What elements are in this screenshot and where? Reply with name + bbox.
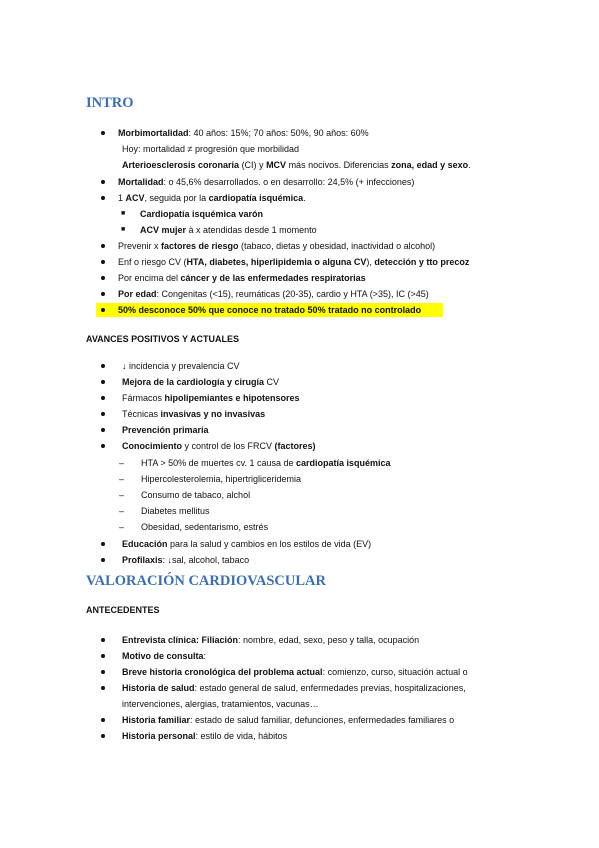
intro-line-11: Por edad: Congenitas (<15), reumáticas (20-35), cardio y HTA (>35), IC (>45) — [118, 289, 429, 299]
intro-line-5: 1 ACV, seguida por la cardiopatía isquémica. — [118, 193, 306, 203]
bullet-dot — [101, 131, 105, 135]
bullet-dot — [101, 542, 105, 546]
sub-bullet-square: ■ — [121, 210, 126, 217]
bullet-dot — [101, 718, 105, 722]
avances-sub-4: Diabetes mellitus — [141, 506, 210, 516]
sub-bullet-square: ■ — [121, 226, 126, 233]
avances-sub-2: Hipercolesterolemia, hipertrigliceridemia — [141, 474, 302, 484]
bullet-dot — [101, 686, 105, 690]
avances-sub-1: HTA > 50% de muertes cv. 1 causa de cardiopatía isquémica — [141, 458, 391, 468]
bullet-dot — [101, 654, 105, 658]
bullet-dot — [101, 396, 105, 400]
intro-line-12-highlighted: 50% desconoce 50% que conoce no tratado 50% tratado no controlado — [118, 305, 422, 315]
bullet-dot — [101, 244, 105, 248]
bullet-dot — [101, 364, 105, 368]
dash-bullet: – — [119, 490, 125, 500]
valoracion-line-6: Historia personal: estilo de vida, hábitos — [122, 731, 288, 741]
section-title-valoracion: VALORACIÓN CARDIOVASCULAR — [86, 573, 326, 589]
avances-line-4: Técnicas invasivas y no invasivas — [122, 409, 266, 419]
section-title-intro: INTRO — [86, 95, 134, 111]
intro-line-10: Por encima del cáncer y de las enfermedades respiratorias — [118, 273, 366, 283]
dash-bullet: – — [119, 522, 125, 532]
valoracion-line-2: Motivo de consulta: — [122, 651, 207, 661]
intro-line-8: Prevenir x factores de riesgo (tabaco, dietas y obesidad, inactividad o alcohol) — [118, 241, 436, 251]
bullet-dot — [101, 308, 105, 312]
bullet-dot — [101, 260, 105, 264]
section-title-avances: AVANCES POSITIVOS Y ACTUALES — [86, 334, 240, 344]
dash-bullet: – — [119, 474, 125, 484]
avances-sub-3: Consumo de tabaco, alchol — [141, 490, 251, 500]
intro-line-3: Arterioesclerosis coronaria (CI) y MCV más nocivos. Diferencias zona, edad y sexo. — [122, 160, 471, 170]
bullet-dot — [101, 196, 105, 200]
intro-line-4: Mortalidad: o 45,6% desarrollados. o en desarrollo: 24,5% (+ infecciones) — [118, 177, 415, 187]
bullet-dot — [101, 638, 105, 642]
bullet-dot — [101, 558, 105, 562]
valoracion-line-5: Historia familiar: estado de salud familiar, defunciones, enfermedades familiares o — [122, 715, 455, 725]
bullet-dot — [101, 670, 105, 674]
dash-bullet: – — [119, 458, 125, 468]
valoracion-line-1: Entrevista clínica: Filiación: nombre, edad, sexo, peso y talla, ocupación — [122, 635, 420, 645]
intro-line-7: ACV mujer à x atendidas desde 1 momento — [140, 225, 317, 235]
bullet-dot — [101, 734, 105, 738]
avances-line-7: Educación para la salud y cambios en los estilos de vida (EV) — [122, 539, 372, 549]
valoracion-line-4-cont: intervenciones, alergias, tratamientos, vacunas… — [122, 699, 319, 709]
subsection-title-antecedentes: ANTECEDENTES — [86, 605, 160, 615]
bullet-dot — [101, 428, 105, 432]
bullet-dot — [101, 412, 105, 416]
bullet-dot — [101, 292, 105, 296]
bullet-dot — [101, 444, 105, 448]
avances-line-5: Prevención primaria — [122, 425, 209, 435]
intro-line-1: Morbimortalidad: 40 años: 15%; 70 años: 50%, 90 años: 60% — [118, 128, 369, 138]
avances-line-2: Mejora de la cardiología y cirugía CV — [122, 377, 280, 387]
valoracion-line-3: Breve historia cronológica del problema actual: comienzo, curso, situación actual o — [122, 667, 468, 677]
avances-line-1: ↓ incidencia y prevalencia CV — [122, 361, 240, 371]
avances-line-8: Profilaxis: ↓sal, alcohol, tabaco — [122, 555, 250, 565]
bullet-dot — [101, 380, 105, 384]
valoracion-line-4: Historia de salud: estado general de salud, enfermedades previas, hospitalizaciones, — [122, 683, 466, 693]
avances-line-6: Conocimiento y control de los FRCV (factores) — [122, 441, 316, 451]
intro-line-9: Enf o riesgo CV (HTA, diabetes, hiperlipidemia o alguna CV), detección y tto precoz — [118, 257, 470, 267]
intro-line-2: Hoy: mortalidad ≠ progresión que morbilidad — [122, 144, 300, 154]
avances-sub-5: Obesidad, sedentarismo, estrés — [141, 522, 269, 532]
avances-line-3: Fármacos hipolipemiantes e hipotensores — [122, 393, 300, 403]
dash-bullet: – — [119, 506, 125, 516]
bullet-dot — [101, 276, 105, 280]
bullet-dot — [101, 180, 105, 184]
intro-line-6: Cardiopatía isquémica varón — [140, 209, 264, 219]
